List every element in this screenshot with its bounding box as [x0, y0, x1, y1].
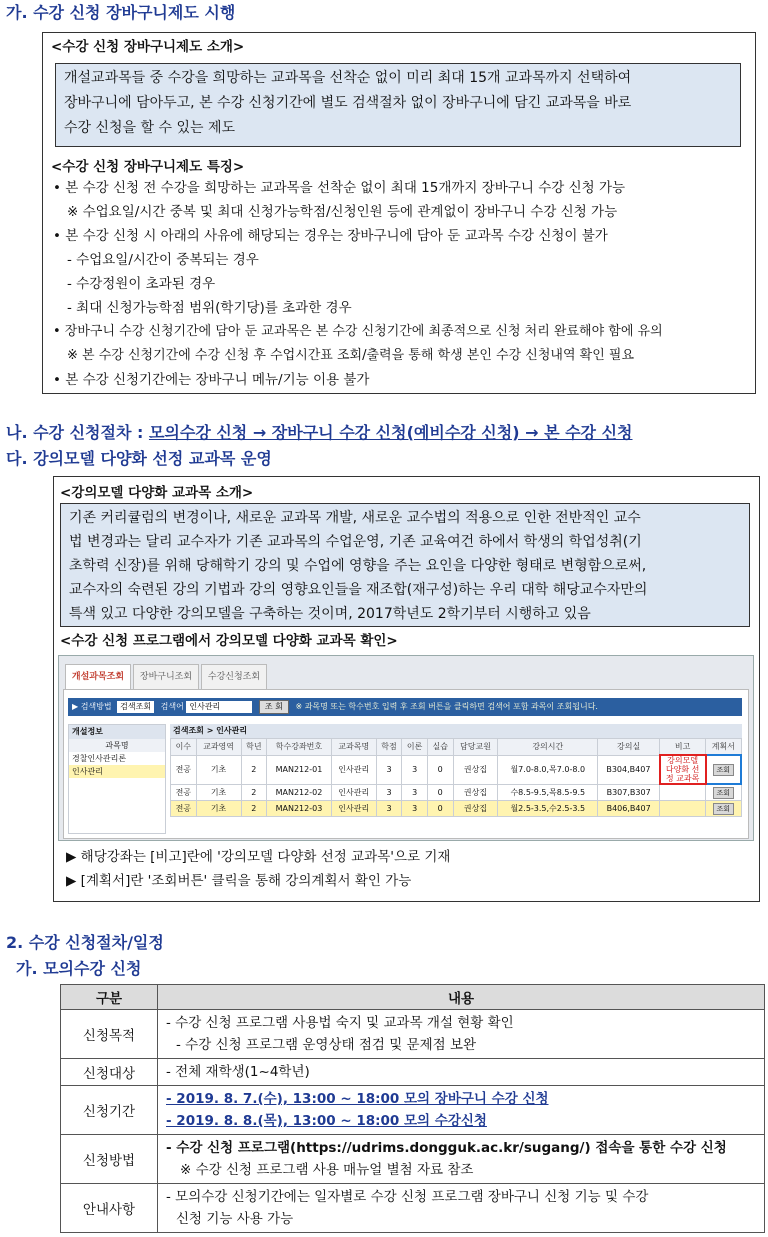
- cell: MAN212-02: [267, 784, 332, 801]
- table-row[interactable]: [171, 755, 742, 784]
- lecture-intro-line: 기존 커리큘럼의 변경이나, 새로운 교과목 개발, 새로운 교수법의 적용으로 인한 전반적인 교수: [69, 510, 641, 526]
- lecture-intro-text: [60, 503, 750, 627]
- sched-row: [61, 1010, 765, 1059]
- lecture-model-box: [53, 476, 760, 902]
- lecture-intro-line: 교수자의 숙련된 강의 기법과 강의 영향요인들을 재조합(재구성)하는 우리 대학 해당교수자만의: [69, 582, 648, 598]
- cell: [660, 801, 706, 817]
- cell: 전공: [171, 784, 197, 801]
- cell: 권상집: [453, 801, 498, 817]
- cell: MAN212-01: [267, 755, 332, 784]
- section-ga-title: 가. 수강 신청 장바구니제도 시행: [6, 3, 236, 22]
- cell: 2: [241, 801, 267, 817]
- sched-line: - 전체 재학생(1~4학년): [166, 1064, 310, 1080]
- period-basket: - 2019. 8. 7.(수), 13:00 ~ 18:00 모의 장바구니 수강 신청: [166, 1091, 549, 1107]
- feature-line: • 본 수강 신청기간에는 장바구니 메뉴/기능 이용 불가: [53, 372, 370, 388]
- sched-header: 구분: [61, 985, 158, 1010]
- col-header: 강의시간: [498, 739, 598, 756]
- feature-line: - 수강정원이 초과된 경우: [67, 276, 216, 292]
- cell: B307,B307: [598, 784, 660, 801]
- table-row[interactable]: [171, 784, 742, 801]
- col-header: 담당교원: [453, 739, 498, 756]
- col-header: 교과영역: [196, 739, 241, 756]
- section-da-title: 다. 강의모델 다양화 선정 교과목 운영: [6, 449, 272, 468]
- cell: 수8.5-9.5,목8.5-9.5: [498, 784, 598, 801]
- col-header: 비고: [660, 739, 706, 756]
- cell: 인사관리: [331, 755, 376, 784]
- search-result-panel: [170, 724, 742, 832]
- mock-registration-table: [60, 984, 765, 1233]
- tab-open-courses[interactable]: 개설과목조회: [65, 664, 131, 690]
- sched-label: 신청목적: [61, 1010, 158, 1059]
- procedure-flow: 모의수강 신청 → 장바구니 수강 신청(예비수강 신청) → 본 수강 신청: [148, 423, 633, 442]
- col-header: 학점: [376, 739, 402, 756]
- cell: 0: [427, 784, 453, 801]
- sched-label: 신청대상: [61, 1059, 158, 1086]
- col-header: 학수강좌번호: [267, 739, 332, 756]
- cell: 3: [376, 784, 402, 801]
- cell: 0: [427, 755, 453, 784]
- cell: B406,B407: [598, 801, 660, 817]
- feature-line: ※ 수업요일/시간 중복 및 최대 신청가능학점/신청인원 등에 관계없이 장바구니 수강 신청 가능: [67, 204, 618, 220]
- tab-basket[interactable]: 장바구니조회: [133, 664, 199, 690]
- basket-intro-text: [55, 63, 741, 147]
- col-header: 이수: [171, 739, 197, 756]
- screenshot-content: [63, 689, 749, 839]
- left-course-item[interactable]: 인사관리: [69, 765, 165, 778]
- sched-label: 신청기간: [61, 1086, 158, 1135]
- note-line: ▶ 해당강좌는 [비고]란에 '강의모델 다양화 선정 교과목'으로 기재: [66, 849, 451, 865]
- section-2-subtitle: 가. 모의수강 신청: [16, 959, 142, 978]
- search-method-select[interactable]: 검색조회: [117, 701, 154, 713]
- result-table: [170, 738, 742, 817]
- col-header: 교과목명: [331, 739, 376, 756]
- cell: 기초: [196, 755, 241, 784]
- cell: 인사관리: [331, 784, 376, 801]
- sched-header-row: [61, 985, 765, 1010]
- course-info-panel: [68, 724, 166, 834]
- cell: 권상집: [453, 755, 498, 784]
- syllabus-view-button[interactable]: 조회: [713, 803, 735, 815]
- sched-row: [61, 1086, 765, 1135]
- period-registration: - 2019. 8. 8.(목), 13:00 ~ 18:00 모의 수강신청: [166, 1113, 487, 1129]
- cell: 전공: [171, 801, 197, 817]
- basket-features-heading: <수강 신청 장바구니제도 특징>: [51, 159, 245, 175]
- cell: 전공: [171, 755, 197, 784]
- search-bar: [68, 698, 742, 716]
- sched-line: ※ 수강 신청 프로그램 사용 매뉴얼 별첨 자료 참조: [180, 1162, 474, 1178]
- basket-intro-line: 개설교과목들 중 수강을 희망하는 교과목을 선착순 없이 미리 최대 15개 교과목까지 선택하여: [64, 70, 632, 86]
- section-na-prefix: 나. 수강 신청절차 :: [6, 423, 149, 442]
- feature-line: • 장바구니 수강 신청기간에 담아 둔 교과목은 본 수강 신청기간에 최종적으로 신청 처리 완료해야 함에 유의: [53, 324, 663, 339]
- col-header: 강의실: [598, 739, 660, 756]
- sched-header: 내용: [158, 985, 765, 1010]
- cell: 3: [402, 801, 428, 817]
- sched-label: 신청방법: [61, 1135, 158, 1184]
- feature-line: ※ 본 수강 신청기간에 수강 신청 후 수업시간표 조회/출력을 통해 학생 본인 수강 신청내역 확인 필요: [67, 348, 635, 363]
- basket-system-box: [42, 32, 756, 394]
- syllabus-view-button[interactable]: 조회: [713, 764, 735, 776]
- cell: 2: [241, 784, 267, 801]
- feature-line: - 최대 신청가능학점 범위(학기당)를 초과한 경우: [67, 300, 352, 316]
- sched-row: [61, 1135, 765, 1184]
- feature-line: • 본 수강 신청 전 수강을 희망하는 교과목을 선착순 없이 최대 15개까지 장바구니 수강 신청 가능: [53, 180, 626, 196]
- feature-line: - 수업요일/시간이 중복되는 경우: [67, 252, 259, 268]
- search-button[interactable]: 조 회: [259, 700, 289, 714]
- course-info-title: 개설정보: [69, 725, 165, 739]
- cell: MAN212-03: [267, 801, 332, 817]
- note-line: ▶ [계획서]란 '조회버튼' 클릭을 통해 강의계획서 확인 가능: [66, 873, 412, 889]
- result-header-row: [171, 739, 742, 756]
- result-panel-title: 검색조회 > 인사관리: [170, 724, 742, 738]
- cell: 월2.5-3.5,수2.5-3.5: [498, 801, 598, 817]
- cell: 3: [376, 801, 402, 817]
- course-name-header: 과목명: [69, 739, 165, 752]
- lecture-intro-heading: <강의모델 다양화 교과목 소개>: [60, 485, 254, 501]
- table-row[interactable]: [171, 801, 742, 817]
- cell: 2: [241, 755, 267, 784]
- left-course-item[interactable]: 경찰인사관리론: [72, 754, 127, 763]
- lecture-intro-line: 법 변경과는 달리 교수자가 기존 교과목의 수업운영, 기존 교육여건 하에서 학생의 학업성취(기: [69, 534, 642, 550]
- col-header: 학년: [241, 739, 267, 756]
- keyword-input[interactable]: 인사관리: [186, 701, 252, 713]
- search-method-label: ▶ 검색방법: [72, 702, 112, 711]
- col-header: 실습: [427, 739, 453, 756]
- keyword-label: 검색어: [160, 702, 184, 711]
- search-hint: ※ 과목명 또는 학수번호 입력 후 조회 버튼을 클릭하면 검색어 포함 과목이 조회됩니다.: [295, 702, 598, 711]
- feature-line: • 본 수강 신청 시 아래의 사유에 해당되는 경우는 장바구니에 담아 둔 교과목 수강 신청이 불가: [53, 228, 608, 244]
- syllabus-view-button[interactable]: 조회: [713, 787, 735, 799]
- sched-row: [61, 1059, 765, 1086]
- sched-line: - 수강 신청 프로그램(https://udrims.dongguk.ac.kr/sugang/) 접속을 통한 수강 신청: [166, 1140, 727, 1156]
- lecture-intro-line: 초학력 신장)를 위해 당해학기 강의 및 수업에 영향을 주는 요인을 다양한 형태로 변형함으로써,: [69, 558, 647, 574]
- sched-line: - 모의수강 신청기간에는 일자별로 수강 신청 프로그램 장바구니 신청 기능 및 수강: [166, 1189, 649, 1205]
- screenshot-notes: [66, 845, 450, 893]
- sched-line: 신청 기능 사용 가능: [176, 1211, 294, 1227]
- sched-row: [61, 1184, 765, 1233]
- basket-features-list: [53, 176, 753, 391]
- col-header: 이론: [402, 739, 428, 756]
- sched-label: 안내사항: [61, 1184, 158, 1233]
- cell: 3: [402, 755, 428, 784]
- cell: 3: [376, 755, 402, 784]
- remark-cell-highlight: 강의모델 다양화 선정 교과목: [660, 755, 706, 784]
- basket-intro-line: 수강 신청을 할 수 있는 제도: [64, 120, 236, 136]
- cell: [660, 784, 706, 801]
- col-header: 계획서: [706, 739, 741, 756]
- tab-registration[interactable]: 수강신청조회: [201, 664, 267, 690]
- lecture-intro-line: 특색 있고 다양한 강의모델을 구축하는 것이며, 2017학년도 2학기부터 시행하고 있음: [69, 606, 591, 622]
- section-na-heading: [6, 420, 633, 443]
- sched-line: - 수강 신청 프로그램 운영상태 점검 및 문제점 보완: [176, 1037, 477, 1053]
- section-2-title: 2. 수강 신청절차/일정: [6, 933, 164, 952]
- cell: 인사관리: [331, 801, 376, 817]
- cell: 0: [427, 801, 453, 817]
- basket-intro-heading: <수강 신청 장바구니제도 소개>: [51, 39, 245, 55]
- sched-line: - 수강 신청 프로그램 사용법 숙지 및 교과목 개설 현황 확인: [166, 1015, 514, 1031]
- cell: 기초: [196, 801, 241, 817]
- program-heading: <수강 신청 프로그램에서 강의모델 다양화 교과목 확인>: [60, 633, 398, 649]
- cell: 기초: [196, 784, 241, 801]
- program-screenshot: [58, 655, 754, 841]
- basket-intro-line: 장바구니에 담아두고, 본 수강 신청기간에 별도 검색절차 없이 장바구니에 담긴 교과목을 바로: [64, 95, 632, 111]
- cell: 3: [402, 784, 428, 801]
- cell: 월7.0-8.0,목7.0-8.0: [498, 755, 598, 784]
- cell: 권상집: [453, 784, 498, 801]
- cell: B304,B407: [598, 755, 660, 784]
